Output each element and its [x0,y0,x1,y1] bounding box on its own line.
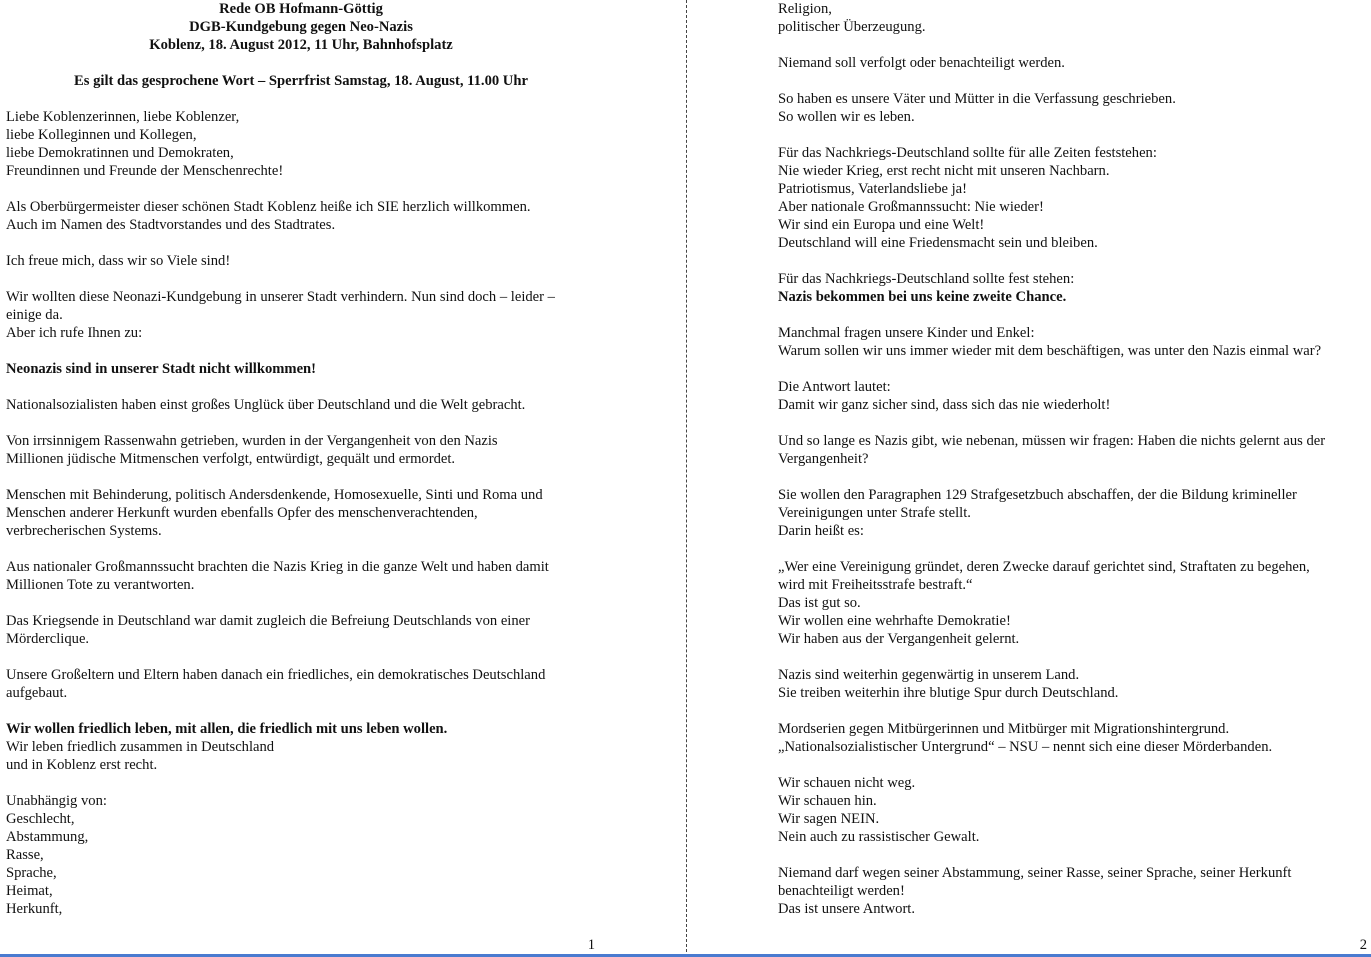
text-line: Wir schauen nicht weg. [778,775,916,791]
list-item: Religion, [778,1,832,17]
text-line: Wir schauen hin. [778,793,877,809]
text-line: Die Antwort lautet: [778,379,891,395]
text-line: Niemand darf wegen seiner Abstammung, seiner Rasse, seiner Sprache, seiner Herkunft [778,865,1292,881]
paragraph [778,54,1368,72]
text-line: Unsere Großeltern und Eltern haben danach ein friedliches, ein demokratisches Deutschland [6,667,546,683]
heading-title: Rede OB Hofmann-Göttig [219,1,383,17]
text-line: Millionen jüdische Mitmenschen verfolgt, entwürdigt, gequält und ermordet. [6,451,456,467]
text-line: Für das Nachkriegs-Deutschland sollte fest stehen: [778,271,1075,287]
text-line: Menschen mit Behinderung, politisch Andersdenkende, Homosexuelle, Sinti und Roma und [6,487,543,503]
text-line: einige da. [6,307,63,323]
list-item: Abstammung, [6,829,89,845]
text-line: Nie wieder Krieg, erst recht nicht mit unseren Nachbarn. [778,163,1110,179]
paragraph [778,378,1368,414]
heading-date-location: Koblenz, 18. August 2012, 11 Uhr, Bahnhofsplatz [149,37,453,53]
text-line: Nein auch zu rassistischer Gewalt. [778,829,980,845]
document-page-2 [688,0,1371,957]
text-line: So wollen wir es leben. [778,109,915,125]
text-line: „Nationalsozialistischer Untergrund“ – NSU – nennt sich eine dieser Mörderbanden. [778,739,1273,755]
text-line: Sie treiben weiterhin ihre blutige Spur durch Deutschland. [778,685,1119,701]
text-line: „Wer eine Vereinigung gründet, deren Zwecke darauf gerichtet sind, Straftaten zu begehen, [778,559,1310,575]
paragraph [778,864,1368,918]
text-line: Nationalsozialisten haben einst großes Unglück über Deutschland und die Welt gebracht. [6,397,526,413]
text-line: Für das Nachkriegs-Deutschland sollte für alle Zeiten feststehen: [778,145,1157,161]
page-1-content [6,0,606,936]
paragraph [6,558,606,594]
list-item: Herkunft, [6,901,63,917]
paragraph [6,666,606,702]
list-item: Geschlecht, [6,811,75,827]
text-line: Auch im Namen des Stadtvorstandes und des Stadtrates. [6,217,336,233]
text-line: Aus nationaler Großmannssucht brachten die Nazis Krieg in die ganze Welt und haben damit [6,559,549,575]
text-line: Mordserien gegen Mitbürgerinnen und Mitbürger mit Migrationshintergrund. [778,721,1230,737]
text-line: Mörderclique. [6,631,90,647]
paragraph [778,324,1368,360]
paragraph [6,396,606,414]
paragraph-list [6,792,606,918]
paragraph [6,432,606,468]
text-line: liebe Demokratinnen und Demokraten, [6,145,234,161]
text-line: aufgebaut. [6,685,68,701]
text-line: Nazis sind weiterhin gegenwärtig in unserem Land. [778,667,1080,683]
list-item: Heimat, [6,883,53,899]
paragraph-list-continued [778,0,1368,36]
text-line: Von irrsinnigem Rassenwahn getrieben, wurden in der Vergangenheit von den Nazis [6,433,498,449]
paragraph [778,432,1368,468]
paragraph [6,612,606,648]
text-line: Wir leben friedlich zusammen in Deutschland [6,739,275,755]
text-line: Wir sind ein Europa und eine Welt! [778,217,985,233]
list-item: Rasse, [6,847,44,863]
speech-heading [6,0,596,90]
text-line: Deutschland will eine Friedensmacht sein und bleiben. [778,235,1098,251]
text-line: Aber nationale Großmannssucht: Nie wieder! [778,199,1044,215]
text-line: Als Oberbürgermeister dieser schönen Stadt Koblenz heiße ich SIE herzlich willkommen. [6,199,531,215]
list-item: politischer Überzeugung. [778,19,926,35]
paragraph [778,666,1368,702]
text-line: verbrecherischen Systems. [6,523,162,539]
paragraph [6,720,606,774]
text-line: Liebe Koblenzerinnen, liebe Koblenzer, [6,109,240,125]
text-line: benachteiligt werden! [778,883,905,899]
paragraph [778,720,1368,756]
paragraph [778,90,1368,126]
paragraph [6,486,606,540]
text-line: liebe Kolleginnen und Kollegen, [6,127,197,143]
page-2-content [778,0,1368,936]
text-line: Aber ich rufe Ihnen zu: [6,325,143,341]
text-line: Wir sagen NEIN. [778,811,880,827]
text-line: Wir haben aus der Vergangenheit gelernt. [778,631,1020,647]
text-line: Wir wollten diese Neonazi-Kundgebung in unserer Stadt verhindern. Nun sind doch – leider – [6,289,555,305]
page-number: 2 [1359,937,1367,953]
text-line: Ich freue mich, dass wir so Viele sind! [6,253,231,269]
text-line: Vergangenheit? [778,451,869,467]
text-line: Das ist gut so. [778,595,861,611]
heading-event: DGB-Kundgebung gegen Neo-Nazis [189,19,413,35]
heading-embargo-notice: Es gilt das gesprochene Wort – Sperrfrist Samstag, 18. August, 11.00 Uhr [74,73,528,89]
paragraph-quote [778,558,1368,648]
text-line: Niemand soll verfolgt oder benachteiligt werden. [778,55,1065,71]
text-line: Damit wir ganz sicher sind, dass sich das nie wiederholt! [778,397,1111,413]
paragraph-welcome [6,198,606,234]
text-line: Darin heißt es: [778,523,864,539]
text-line: Neonazis sind in unserer Stadt nicht willkommen! [6,361,317,377]
text-line: Millionen Tote zu verantworten. [6,577,195,593]
paragraph [778,270,1368,306]
text-line: Unabhängig von: [6,793,107,809]
list-item: Sprache, [6,865,57,881]
text-line: Vereinigungen unter Strafe stellt. [778,505,971,521]
paragraph [6,252,606,270]
paragraph [778,774,1368,846]
page-divider [686,0,687,957]
text-line: und in Koblenz erst recht. [6,757,158,773]
text-line: Manchmal fragen unsere Kinder und Enkel: [778,325,1035,341]
text-line: Patriotismus, Vaterlandsliebe ja! [778,181,968,197]
paragraph-greeting [6,108,606,180]
text-line: Das ist unsere Antwort. [778,901,916,917]
text-line: Warum sollen wir uns immer wieder mit dem beschäftigen, was unter den Nazis einmal war? [778,343,1322,359]
paragraph-bold-statement [6,360,606,378]
text-line-bold: Nazis bekommen bei uns keine zweite Chance. [778,289,1067,305]
text-line: Sie wollen den Paragraphen 129 Strafgesetzbuch abschaffen, der die Bildung krimineller [778,487,1297,503]
text-line: Und so lange es Nazis gibt, wie nebenan, müssen wir fragen: Haben die nichts gelernt aus der [778,433,1326,449]
text-line-bold: Wir wollen friedlich leben, mit allen, die friedlich mit uns leben wollen. [6,721,448,737]
text-line: So haben es unsere Väter und Mütter in die Verfassung geschrieben. [778,91,1176,107]
document-page-1 [0,0,685,957]
paragraph [778,144,1368,252]
text-line: Wir wollen eine wehrhafte Demokratie! [778,613,1011,629]
text-line: wird mit Freiheitsstrafe bestraft.“ [778,577,973,593]
paragraph [6,288,606,342]
text-line: Menschen anderer Herkunft wurden ebenfalls Opfer des menschenverachtenden, [6,505,478,521]
text-line: Freundinnen und Freunde der Menschenrechte! [6,163,284,179]
text-line: Das Kriegsende in Deutschland war damit zugleich die Befreiung Deutschlands von einer [6,613,530,629]
paragraph [778,486,1368,540]
page-number: 1 [587,937,595,953]
